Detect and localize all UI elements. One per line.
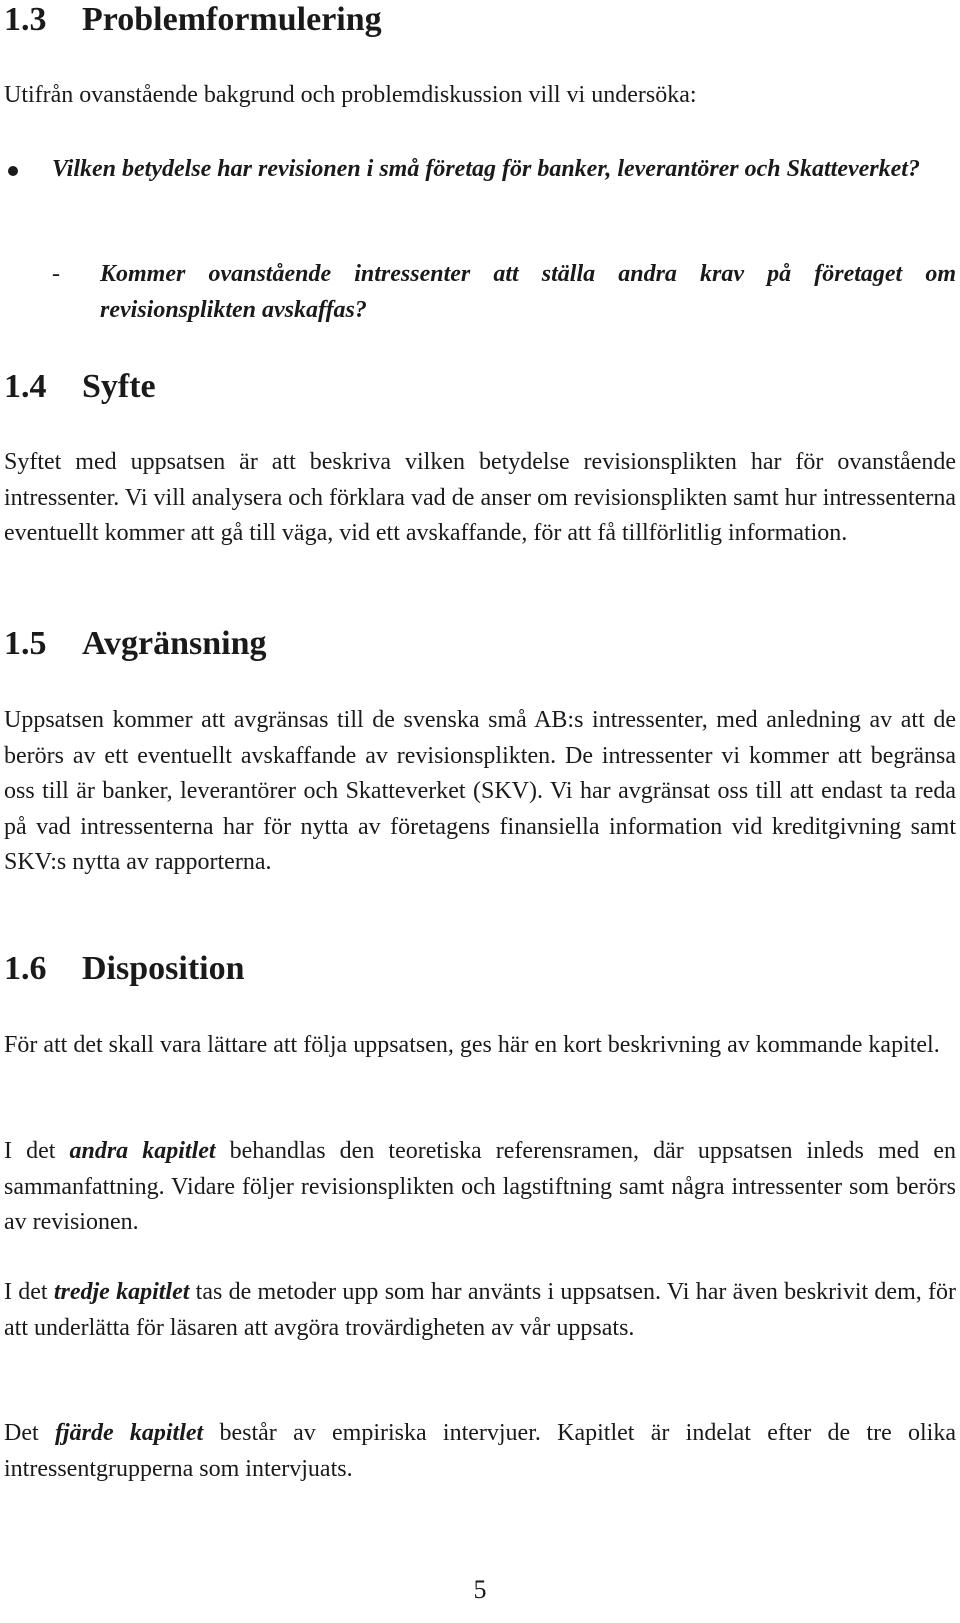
dash-marker: - (52, 261, 60, 287)
sub-question-text: Kommer ovanstående intressenter att ställa andra krav på företaget om revisionsplikten avskaffas? (100, 261, 956, 323)
bullet-dot-icon (8, 166, 18, 176)
section-title: Avgränsning (82, 625, 267, 662)
chapter-four-emphasis: fjärde kapitlet (54, 1420, 204, 1446)
chapter-two-body: behandlas den teoretiska referensramen, där uppsatsen inleds med en sammanfattning. Vidare följer revisionsplikten och lagstiftning samt några intressenter som berörs av revisionen. (4, 1138, 956, 1235)
chapter-three-body: tas de metoder upp som har använts i uppsatsen. Vi har även beskrivit dem, för att underlätta för läsaren att avgöra trovärdigheten av vår uppsats. (4, 1279, 956, 1341)
section-number: 1.6 (4, 950, 47, 987)
section-number: 1.5 (4, 625, 47, 662)
page-number: 5 (473, 1575, 487, 1604)
chapter-three-lead: I det (4, 1279, 54, 1305)
chapter-two-emphasis: andra kapitlet (69, 1138, 216, 1164)
research-question-text: Vilken betydelse har revisionen i små företag för banker, leverantörer och Skatteverket? (52, 156, 920, 182)
chapter-four-body: består av empiriska intervjuer. Kapitlet är indelat efter de tre olika intressentgrupperna som intervjuats. (4, 1420, 956, 1482)
avgransning-paragraph: Uppsatsen kommer att avgränsas till de svenska små AB:s intressenter, med anledning av att de berörs av ett eventuellt avskaffande av revisionsplikten. De intressenter vi kommer att begränsa oss till är banker, leverantörer och Skatteverket (SKV). Vi har avgränsat oss till att endast ta reda på vad intressenterna har för nytta av företagens finansiella information vid kreditgivning samt SKV:s nytta av rapporterna. (4, 707, 956, 875)
chapter-two-paragraph (4, 1134, 956, 1241)
chapter-three-paragraph (4, 1275, 956, 1346)
section-heading-disposition (4, 949, 245, 989)
syfte-paragraph: Syftet med uppsatsen är att beskriva vilken betydelse revisionsplikten har för ovanstående intressenter. Vi vill analysera och förklara vad de anser om revisionsplikten samt hur intressenterna eventuellt kommer att gå till väga, vid ett avskaffande, för att få tillförlitlig information. (4, 449, 956, 546)
problem-intro-paragraph: Utifrån ovanstående bakgrund och problemdiskussion vill vi undersöka: (4, 82, 697, 108)
section-title: Disposition (82, 950, 245, 987)
section-title: Problemformulering (82, 1, 382, 38)
section-heading-avgransning (4, 624, 267, 664)
section-heading-problemformulering (4, 0, 382, 40)
disposition-intro-paragraph: För att det skall vara lättare att följa uppsatsen, ges här en kort beskrivning av kommande kapitel. (4, 1032, 940, 1058)
chapter-three-emphasis: tredje kapitlet (53, 1279, 190, 1305)
chapter-four-lead: Det (4, 1420, 55, 1446)
section-heading-syfte (4, 367, 156, 407)
section-number: 1.4 (4, 368, 47, 405)
chapter-four-paragraph (4, 1416, 956, 1487)
section-title: Syfte (82, 368, 156, 405)
chapter-two-lead: I det (4, 1138, 70, 1164)
section-number: 1.3 (4, 1, 47, 38)
